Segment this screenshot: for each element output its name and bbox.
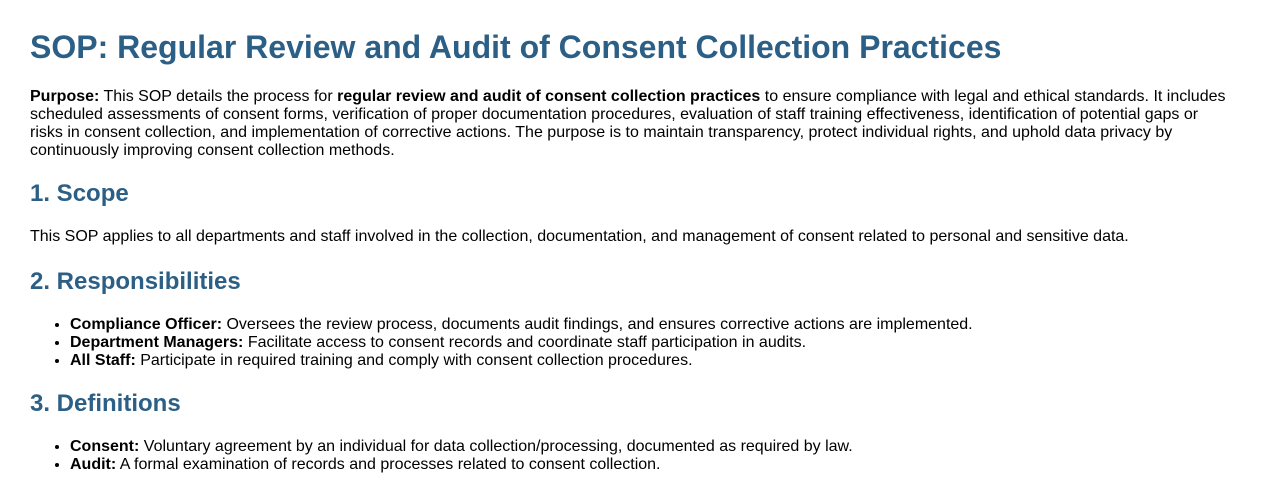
- responsibility-term: Department Managers:: [70, 334, 244, 351]
- responsibility-desc: Oversees the review process, documents audit findings, and ensures corrective actions are implemented.: [222, 316, 973, 333]
- scope-text: This SOP applies to all departments and staff involved in the collection, documentation, and management of consent related to personal and sensitive data.: [30, 228, 1129, 245]
- list-item: [70, 438, 1233, 456]
- responsibilities-heading: 2. Responsibilities: [30, 268, 241, 295]
- definitions-list: [30, 438, 1233, 474]
- responsibilities-list: [30, 316, 1233, 370]
- responsibility-term: Compliance Officer:: [70, 316, 223, 333]
- page-title: SOP: Regular Review and Audit of Consent Collection Practices: [30, 29, 1002, 65]
- definition-desc: Voluntary agreement by an individual for data collection/processing, documented as required by law.: [139, 438, 853, 455]
- definition-term: Audit:: [70, 456, 117, 473]
- list-item: [70, 334, 1233, 352]
- responsibility-term: All Staff:: [70, 352, 136, 369]
- purpose-text-before: This SOP details the process for: [99, 88, 338, 105]
- definitions-heading: 3. Definitions: [30, 390, 181, 417]
- purpose-text-after: to ensure compliance with legal and ethical standards. It includes scheduled assessments of consent forms, verification of proper documentation procedures, evaluation of staff training effectiveness, identification of potential gaps or risks in consent collection, and implementation of corrective actions. The purpose is to maintain transparency, protect individual rights, and uphold data privacy by continuously improving consent collection methods.: [30, 88, 1226, 159]
- list-item: [70, 352, 1233, 370]
- list-item: [70, 456, 1233, 474]
- scope-heading: 1. Scope: [30, 180, 129, 207]
- responsibility-desc: Participate in required training and comply with consent collection procedures.: [135, 352, 693, 369]
- definition-term: Consent:: [70, 438, 140, 455]
- list-item: [70, 316, 1233, 334]
- purpose-emphasis: regular review and audit of consent collection practices: [337, 88, 761, 105]
- responsibility-desc: Facilitate access to consent records and coordinate staff participation in audits.: [243, 334, 807, 351]
- purpose-paragraph: [30, 88, 1233, 160]
- purpose-label: Purpose:: [30, 88, 100, 105]
- definition-desc: A formal examination of records and processes related to consent collection.: [116, 456, 661, 473]
